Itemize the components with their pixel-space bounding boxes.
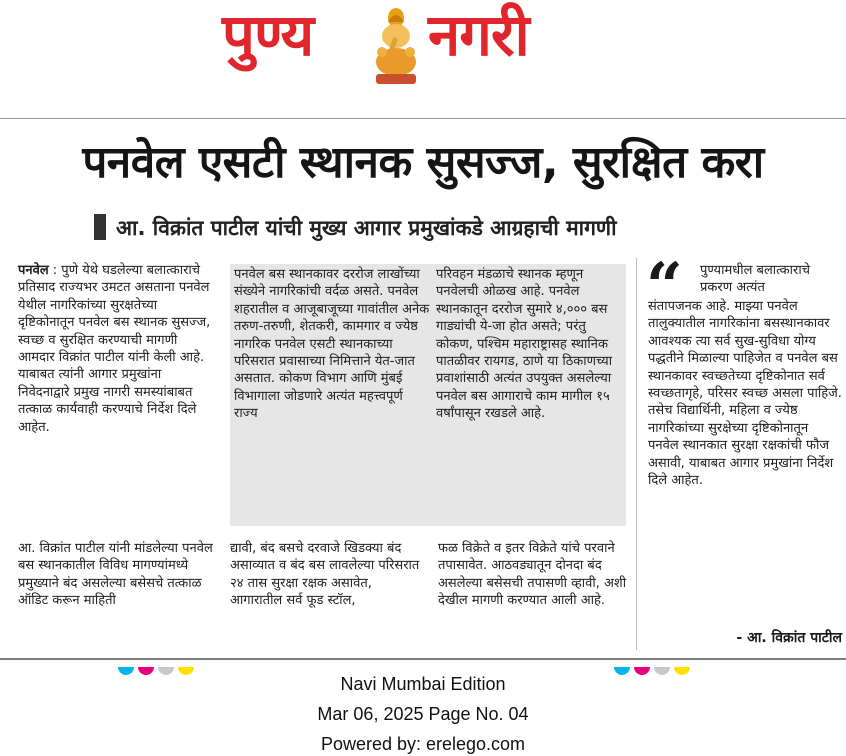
headline: पनवेल एसटी स्थानक सुसज्ज, सुरक्षित करा [82,137,764,188]
quote-signoff: - आ. विक्रांत पाटील [736,630,842,646]
quote-head [700,262,840,297]
powered-by-label: Powered by: erelego.com [320,734,526,754]
masthead-title-left: पुण्य [222,1,314,69]
subheadline [94,212,794,244]
article-column-3-bottom [438,540,628,610]
box-col2-text: परिवहन मंडळाचे स्थानक म्हणून पनवेलची ओळख आहे. पनवेल स्थानकातून दररोज सुमारे ४,००० बस गाड्यांची ये-जा होत असते; परंतु कोकण, पश्चिम महाराष्ट्रासह स्थानिक पातळीवर रायगड, ठाणे या ठिकाणच्या प्रवाशांसाठी अत्यंत उपयुक्त असलेल्या पनवेल बस आगाराचे काम मागील १५ वर्षांपासून रखडले आहे. [436,267,613,422]
masthead [0,0,846,100]
quote-mark-icon: “ [646,249,683,324]
col1-bottom-text: आ. विक्रांत पाटील यांनी मांडलेल्या पनवेल बस स्थानकातील विविध मागण्यांमध्ये प्रमुख्याने बंद असलेल्या बसेसचे तत्काळ ऑडिट करून माहिती [18,541,213,609]
box-col1-text: पनवेल बस स्थानकावर दररोज लाखोंच्या संख्येने नागरिकांची वर्दळ असते. पनवेल शहरातील व आजूबाजूच्या गावांतील अनेक तरुण-तरुणी, शेतकरी, कामगार व ज्येष्ठ नागरिक पनवेल एसटी स्थानकाच्या परिसरात प्रवासाच्या निमित्ताने येत-जात असतात. कोकण विभाग आणि मुंबई विभागाला जोडणारे अत्यंत महत्त्वपूर्ण राज्य [234,267,430,422]
registration-marks-right [614,660,694,668]
date-page-label: Mar 06, 2025 Page No. 04 [317,704,529,724]
quote-body-text: संतापजनक आहे. माझ्या पनवेल तालुक्यातील नागरिकांना बसस्थानकावर आवश्यक त्या सर्व सुख-सुविधा योग्य पद्धतीने मिळाल्या पाहिजेत व पनवेल बस स्थानकावर स्वच्छतेच्या दृष्टिकोनात सर्व स्वच्छतागृहे, परिसर स्वच्छ असला पाहिजे. तसेच विद्यार्थिनी, महिला व ज्येष्ठ नागरिकांच्या सुरक्षेच्या दृष्टिकोनातून पनवेल स्थानकात सुरक्षा रक्षकांची फौज असावी, याबाबत आगार प्रमुखांना निर्देश दिले आहेत. [648,299,842,489]
column-divider [636,258,637,650]
masthead-title-right: नगरी [428,1,529,69]
masthead-divider [0,118,846,119]
subhead-bar-icon [94,214,106,240]
box-column-1 [234,266,430,423]
edition-label: Navi Mumbai Edition [340,674,506,694]
dateline: पनवेल [18,263,49,278]
registration-marks-left [118,660,198,668]
ganesha-idol-icon [366,4,426,90]
quote-body [648,298,842,489]
article-column-1-top [18,262,214,436]
quote-head-text: पुण्यामधील बलात्काराचे प्रकरण अत्यंत [700,263,810,296]
box-column-2 [436,266,622,423]
col1-top-text: : पुणे येथे घडलेल्या बलात्काराचे प्रतिसाद राज्यभर उमटत असताना पनवेल येथील नागरिकांच्या सुरक्षतेच्या दृष्टिकोनातून पनवेल बस स्थानक सुसज्ज, स्वच्छ व सुरक्षित करण्याची मागणी आमदार विक्रांत पाटील यांनी केली आहे. याबाबत त्यांनी आगार प्रमुखांना निवेदनाद्वारे प्रमुख नागरी समस्यांबाबत तत्काळ कार्यवाही करण्याचे निर्देश दिले आहेत. [18,263,211,435]
col3-bottom-text: फळ विक्रेते व इतर विक्रेते यांचे परवाने तपासावेत. आठवड्यातून दोनदा बंद असलेल्या बसेसची तपासणी व्हावी, अशी देखील मागणी करण्यात आली आहे. [438,541,627,609]
article-column-2-bottom [230,540,426,610]
article-column-1-bottom [18,540,214,610]
subheadline-text: आ. विक्रांत पाटील यांची मुख्य आगार प्रमुखांकडे आग्रहाची मागणी [116,216,617,240]
col2-bottom-text: द्यावी, बंद बसचे दरवाजे खिडक्या बंद असाव्यात व बंद बस लावलेल्या परिसरात २४ तास सुरक्षा रक्षक असावेत, आगारातील सर्व फूड स्टॉल, [230,541,420,609]
